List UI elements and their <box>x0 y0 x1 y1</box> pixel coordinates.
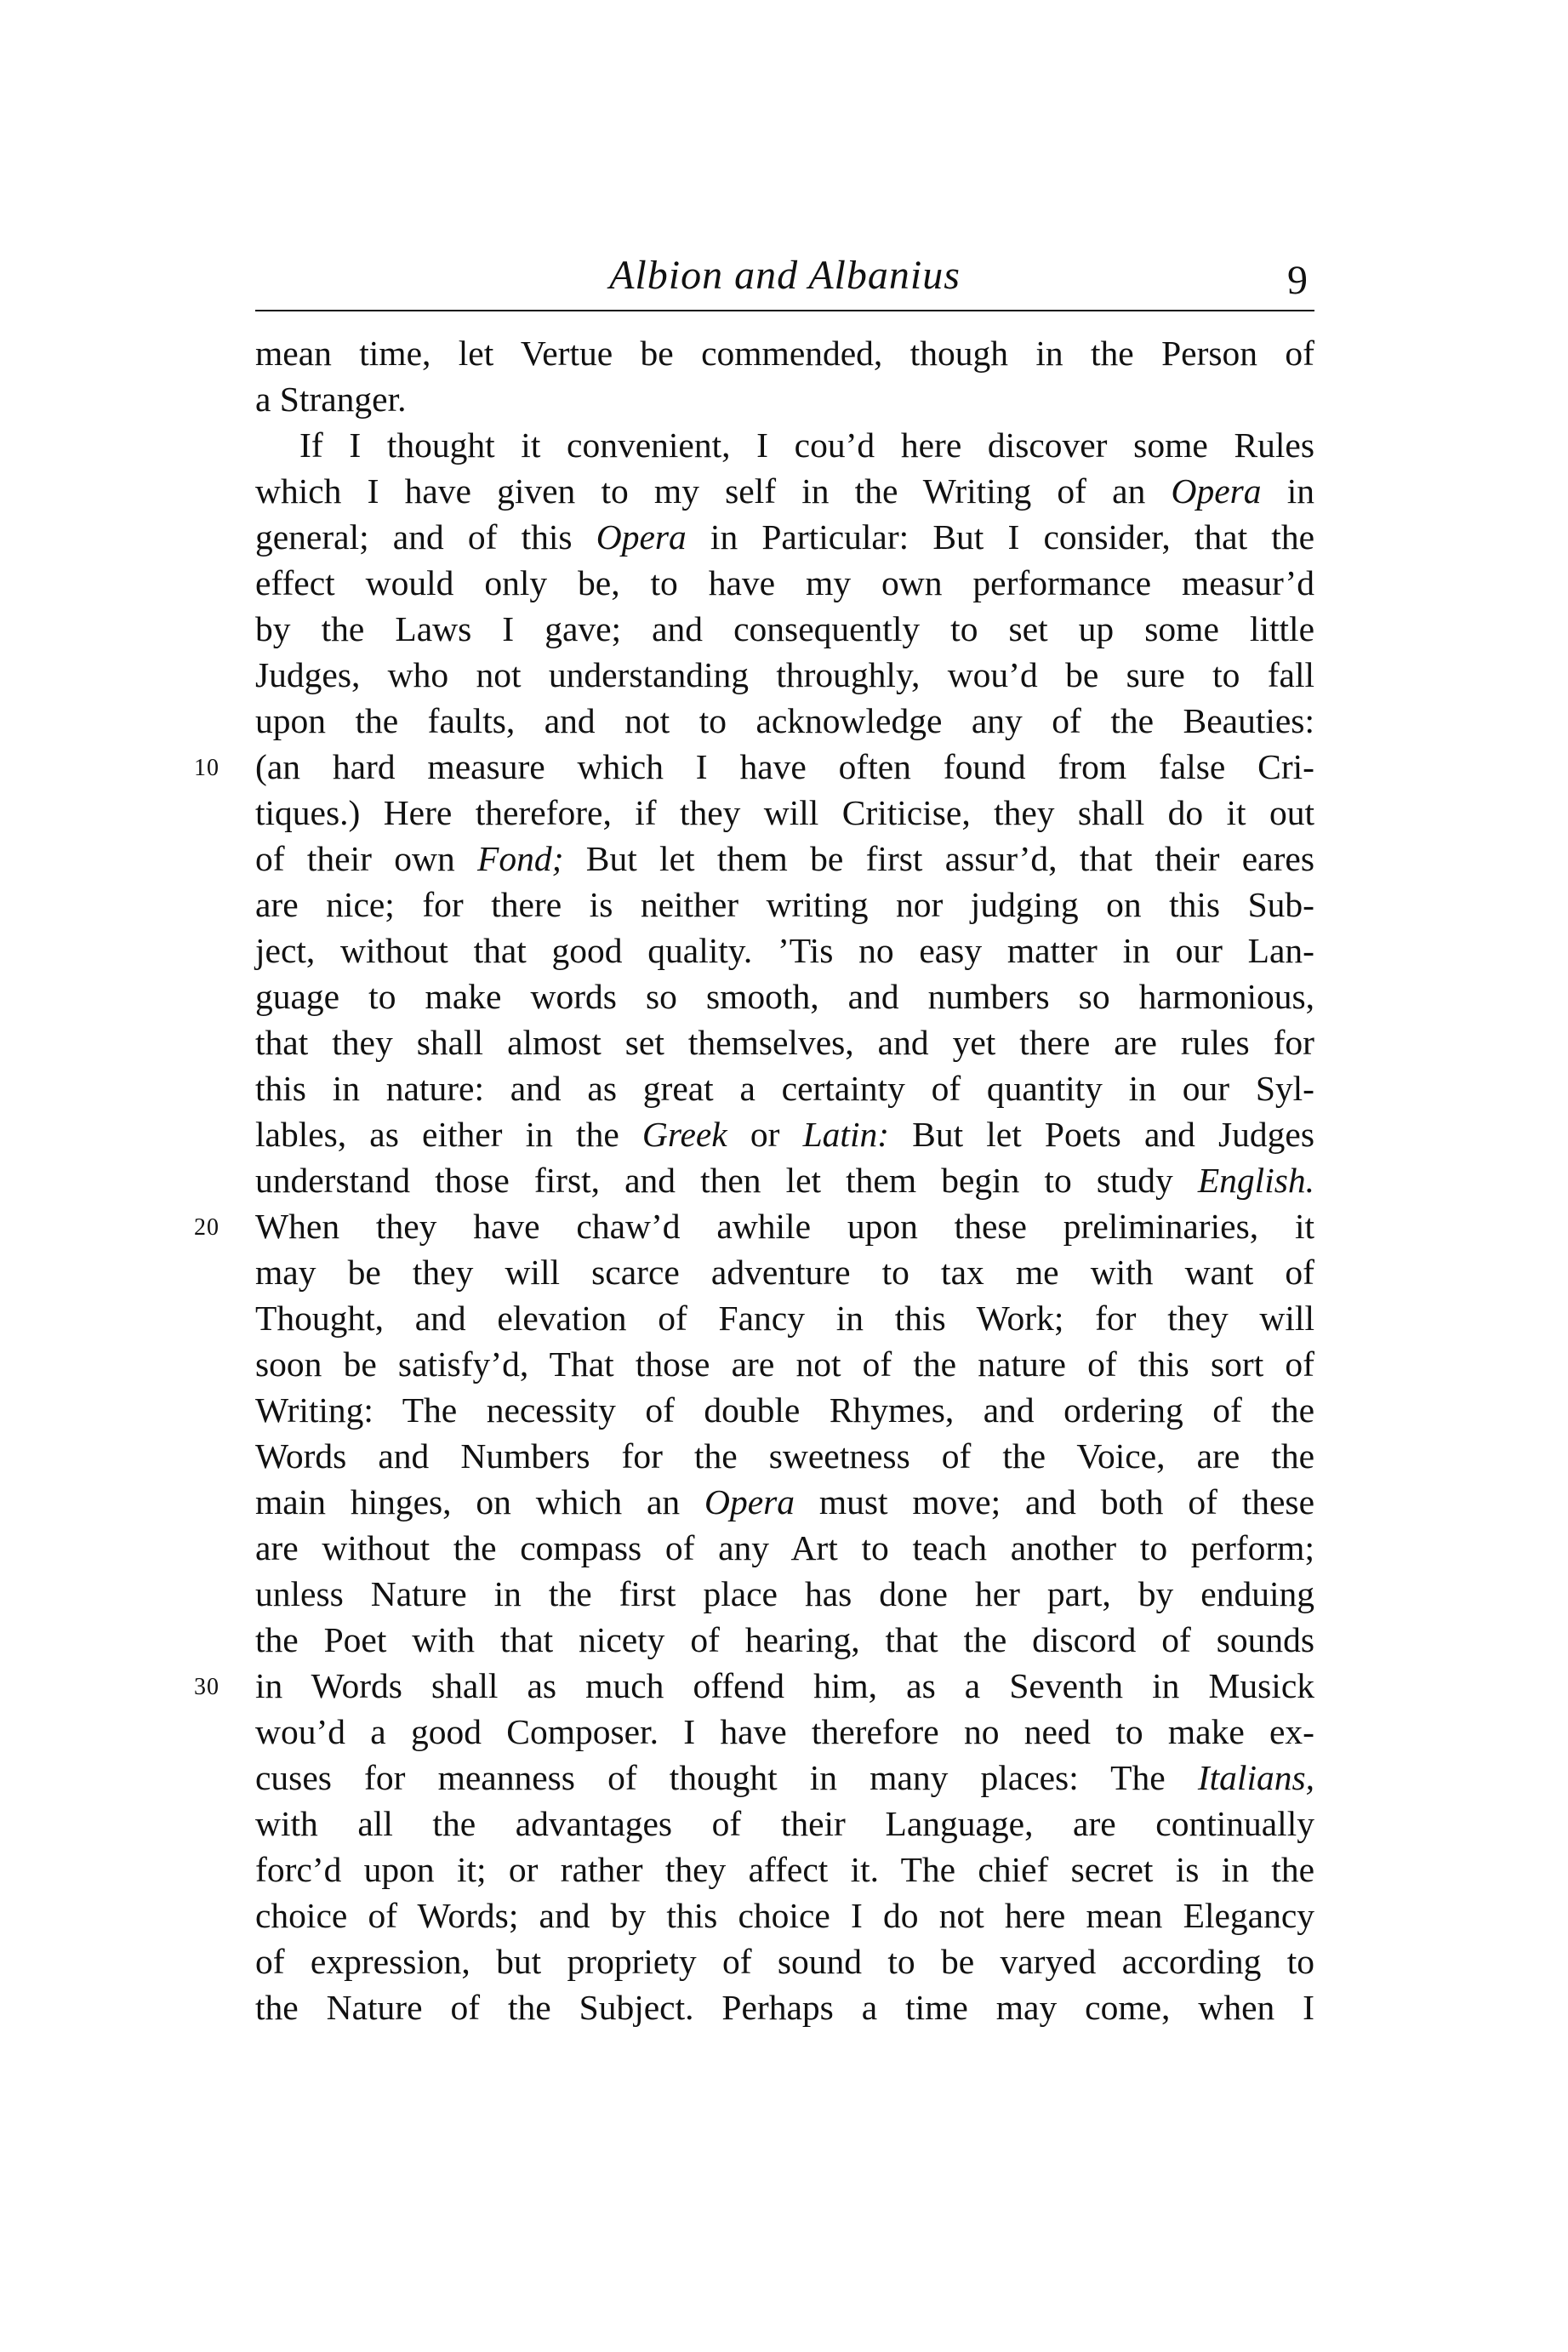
line-text: understand those first, and then let them begin to study English. <box>255 1161 1314 1200</box>
text-line <box>255 1617 1314 1663</box>
line-number: 30 <box>194 1674 220 1700</box>
text-line <box>255 606 1314 652</box>
text-line <box>255 1938 1314 1984</box>
text-line <box>194 1203 1314 1249</box>
italic-term: Greek <box>641 1115 727 1154</box>
text-line <box>255 422 1314 468</box>
text-line <box>255 1111 1314 1157</box>
text-line <box>255 376 1314 422</box>
line-text: are nice; for there is neither writing nor judging on this Sub- <box>255 885 1314 924</box>
line-text: lables, as either in the Greek or Latin: But let Poets and Judges <box>255 1115 1314 1154</box>
line-text: that they shall almost set themselves, and yet there are rules for <box>255 1023 1314 1062</box>
text-line <box>255 1387 1314 1433</box>
line-text: this in nature: and as great a certainty of quantity in our Syl- <box>255 1069 1314 1108</box>
line-text: tiques.) Here therefore, if they will Criticise, they shall do it out <box>255 793 1314 832</box>
line-text: the Nature of the Subject. Perhaps a time may come, when I <box>255 1988 1314 2027</box>
line-text: upon the faults, and not to acknowledge any of the Beauties: <box>255 701 1314 740</box>
text-line <box>255 1984 1314 2030</box>
text-line <box>255 1755 1314 1801</box>
line-text: effect would only be, to have my own performance measur’d <box>255 563 1314 602</box>
text-line <box>255 790 1314 836</box>
text-line <box>255 1019 1314 1065</box>
line-number: 20 <box>194 1214 220 1241</box>
line-text: in Words shall as much offend him, as a Seventh in Musick <box>255 1666 1314 1705</box>
line-text: wou’d a good Composer. I have therefore no need to make ex- <box>255 1712 1314 1751</box>
text-line <box>255 560 1314 606</box>
line-text: general; and of this Opera in Particular: But I consider, that the <box>255 517 1314 557</box>
line-text: a Stranger. <box>255 380 407 419</box>
line-text: the Poet with that nicety of hearing, that the discord of sounds <box>255 1620 1314 1659</box>
italic-term: Opera <box>596 517 687 557</box>
text-line <box>255 1801 1314 1847</box>
page-number: 9 <box>1287 258 1308 303</box>
line-text: Judges, who not understanding throughly, wou’d be sure to fall <box>255 655 1314 694</box>
running-title: Albion and Albanius <box>609 253 961 298</box>
line-text: cuses for meanness of thought in many places: The Italians, <box>255 1758 1314 1797</box>
line-text: may be they will scarce adventure to tax me with want of <box>255 1253 1314 1292</box>
line-text: with all the advantages of their Language, are continually <box>255 1804 1314 1843</box>
book-page <box>194 247 1315 2030</box>
text-line <box>255 928 1314 973</box>
line-text: which I have given to my self in the Writing of an Opera in <box>255 471 1315 511</box>
line-text: unless Nature in the first place has done her part, by enduing <box>255 1574 1314 1613</box>
line-text: (an hard measure which I have often found from false Cri- <box>255 747 1314 786</box>
text-line <box>255 330 1314 376</box>
header-rule <box>255 310 1314 311</box>
line-text: Writing: The necessity of double Rhymes, and ordering of the <box>255 1390 1314 1430</box>
line-text: soon be satisfy’d, That those are not of the nature of this sort of <box>255 1344 1314 1384</box>
text-line <box>255 1157 1314 1203</box>
text-line <box>255 1341 1314 1387</box>
line-number: 10 <box>194 755 220 781</box>
italic-term: Opera <box>704 1482 795 1521</box>
line-text: Words and Numbers for the sweetness of the Voice, are the <box>255 1436 1314 1476</box>
line-text: If I thought it convenient, I cou’d here discover some Rules <box>299 425 1314 465</box>
running-head <box>255 247 1314 310</box>
text-line <box>255 652 1314 698</box>
italic-term: Fond; <box>477 839 564 878</box>
text-line <box>255 514 1314 560</box>
text-line <box>255 1709 1314 1755</box>
text-line <box>255 882 1314 928</box>
line-text: main hinges, on which an Opera must move; and both of these <box>255 1482 1314 1521</box>
text-line <box>194 1663 1314 1709</box>
text-line <box>255 1433 1314 1479</box>
line-text: forc’d upon it; or rather they affect it. The chief secret is in the <box>255 1850 1314 1889</box>
text-line <box>255 1249 1314 1295</box>
text-line <box>194 744 1314 790</box>
text-line <box>255 468 1314 514</box>
italic-term: Latin: <box>802 1115 890 1154</box>
text-line <box>255 973 1314 1019</box>
italic-term: Italians, <box>1197 1758 1314 1797</box>
text-line <box>255 1065 1314 1111</box>
line-text: ject, without that good quality. ’Tis no easy matter in our Lan- <box>255 931 1314 970</box>
text-line <box>255 1295 1314 1341</box>
body-text <box>194 330 1315 2030</box>
line-text: choice of Words; and by this choice I do not here mean Elegancy <box>255 1896 1314 1935</box>
text-line <box>255 836 1314 882</box>
text-line <box>255 1479 1314 1525</box>
text-line <box>255 698 1314 744</box>
italic-term: English. <box>1197 1161 1314 1200</box>
line-text: of expression, but propriety of sound to be varyed according to <box>255 1942 1314 1981</box>
text-line <box>255 1847 1314 1892</box>
line-text: guage to make words so smooth, and numbers so harmonious, <box>255 977 1314 1016</box>
text-line <box>255 1525 1314 1571</box>
line-text: mean time, let Vertue be commended, though in the Person of <box>255 334 1314 373</box>
italic-term: Opera <box>1171 471 1262 511</box>
line-text: of their own Fond; But let them be first assur’d, that their eares <box>255 839 1314 878</box>
line-text: by the Laws I gave; and consequently to set up some little <box>255 609 1314 648</box>
line-text: When they have chaw’d awhile upon these preliminaries, it <box>255 1207 1314 1246</box>
text-line <box>255 1892 1314 1938</box>
line-text: Thought, and elevation of Fancy in this Work; for they will <box>255 1299 1314 1338</box>
line-text: are without the compass of any Art to teach another to perform; <box>255 1528 1314 1567</box>
text-line <box>255 1571 1314 1617</box>
